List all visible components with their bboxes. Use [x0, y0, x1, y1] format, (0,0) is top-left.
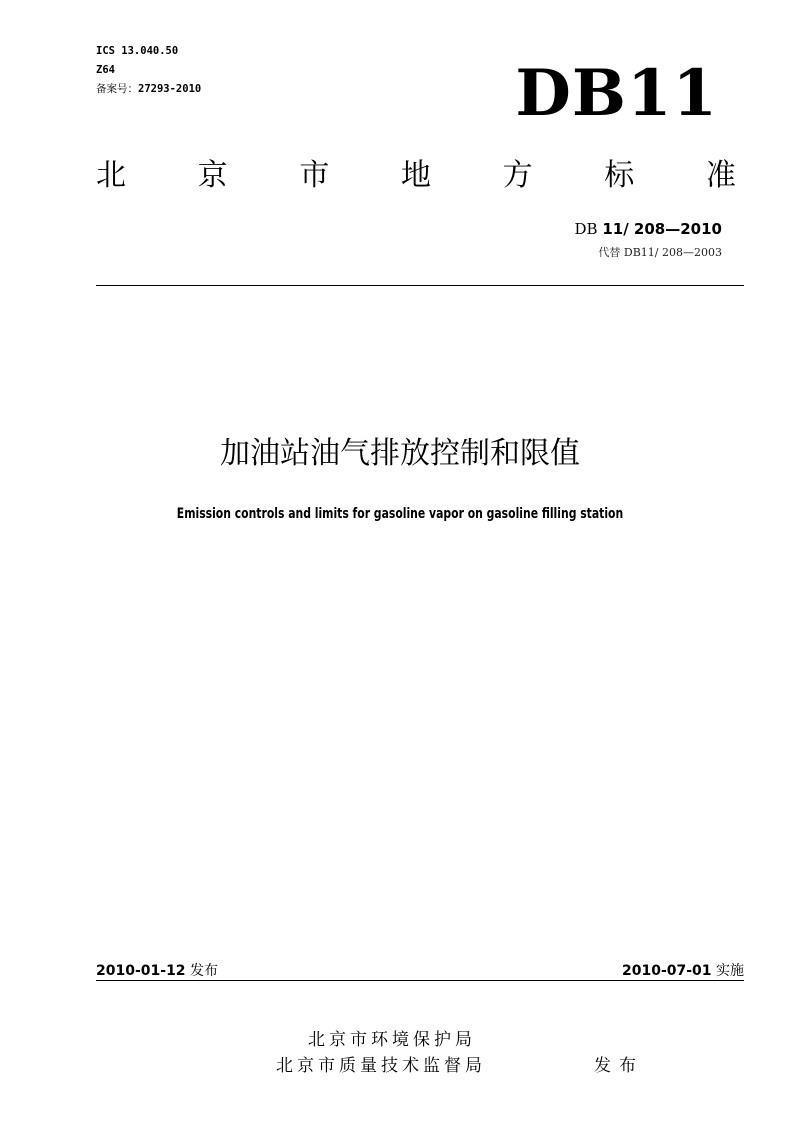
- replaces-standard: 代替 DB11/ 208—2003: [598, 246, 722, 259]
- standard-type-char: 标: [604, 158, 635, 193]
- title-english: Emission controls and limits for gasoline vapor on gasoline filling station: [176, 506, 624, 522]
- bottom-divider: [96, 980, 744, 981]
- issue-date-value: 2010-01-12: [96, 963, 186, 979]
- publisher-org-1: 北京市环境保护局: [308, 1030, 476, 1050]
- ics-code: ICS 13.040.50: [96, 45, 179, 57]
- standard-number: [575, 218, 722, 240]
- issue-date-label: 发布: [190, 963, 219, 979]
- standard-type-char: 准: [705, 158, 736, 193]
- document-meta: [96, 42, 201, 99]
- record-label: 备案号：: [96, 83, 138, 95]
- effective-date-value: 2010-07-01: [621, 963, 712, 979]
- standard-number-prefix: DB: [574, 220, 603, 238]
- effective-date-label: 实施: [716, 963, 744, 979]
- standard-type-char: 京: [197, 158, 228, 193]
- standard-number-value: 11/ 208—2010: [602, 220, 722, 238]
- effective-date: [622, 960, 744, 982]
- standard-type: [96, 156, 736, 196]
- standard-type-char: 市: [299, 158, 330, 193]
- top-divider: [96, 285, 744, 286]
- record-value: 27293-2010: [138, 83, 202, 95]
- date-row: [96, 960, 744, 982]
- standard-type-char: 地: [400, 158, 431, 193]
- standard-type-char: 北: [96, 158, 126, 193]
- publisher-org-2: 北京市质量技术监督局: [276, 1056, 486, 1076]
- ccs-code: Z64: [96, 64, 115, 76]
- standard-type-char: 方: [502, 158, 533, 193]
- title-chinese: 加油站油气排放控制和限值: [220, 436, 580, 471]
- issue-date: [96, 960, 218, 982]
- record-number: [96, 80, 201, 99]
- db-logo: DB11: [515, 56, 718, 131]
- publish-action: 发布: [594, 1056, 644, 1076]
